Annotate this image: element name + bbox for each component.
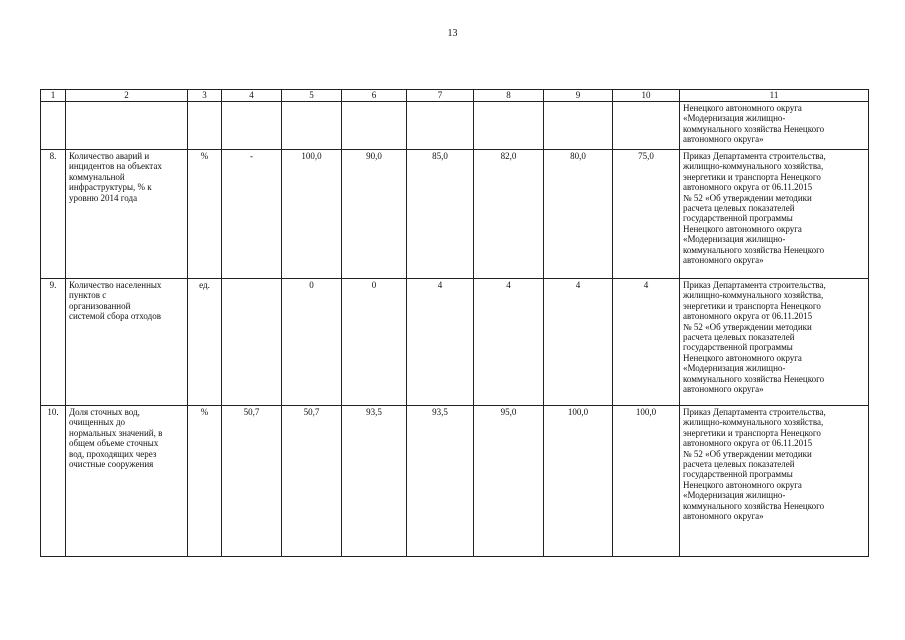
col-header-7: 7 (407, 90, 474, 102)
value-col-5: 100,0 (282, 150, 342, 279)
col-header-2: 2 (66, 90, 188, 102)
col-header-6: 6 (342, 90, 407, 102)
continuation-row (41, 102, 869, 150)
unit: % (188, 150, 222, 279)
value-col-7: 4 (407, 279, 474, 406)
value-col-8: 95,0 (474, 406, 544, 557)
unit: ед. (188, 279, 222, 406)
continuation-source: Ненецкого автономного округа «Модернизация жилищно- коммунального хозяйства Ненецкого автономного округа» (680, 102, 869, 150)
table-row (41, 150, 869, 279)
value-col-5: 0 (282, 279, 342, 406)
row-number: 8. (41, 150, 66, 279)
col-header-11: 11 (680, 90, 869, 102)
value-col-4: 50,7 (222, 406, 282, 557)
cell-empty (544, 102, 613, 150)
col-header-9: 9 (544, 90, 613, 102)
value-col-6: 93,5 (342, 406, 407, 557)
source-document: Приказ Департамента строительства, жилищно-коммунального хозяйства, энергетики и транспорта Ненецкого автономного округа от 06.11.2015 № 52 «Об утверждении методики расчета целевых показателей государственной программы Ненецкого автономного округа «Модернизация жилищно- коммунального хозяйства Ненецкого автономного округа» (680, 150, 869, 279)
value-col-8: 82,0 (474, 150, 544, 279)
source-document: Приказ Департамента строительства, жилищно-коммунального хозяйства, энергетики и транспорта Ненецкого автономного округа от 06.11.2015 № 52 «Об утверждении методики расчета целевых показателей государственной программы Ненецкого автономного округа «Модернизация жилищно- коммунального хозяйства Ненецкого автономного округа» (680, 279, 869, 406)
value-col-5: 50,7 (282, 406, 342, 557)
cell-empty (613, 102, 680, 150)
value-col-4: - (222, 150, 282, 279)
indicators-table (40, 89, 869, 557)
value-col-10: 75,0 (613, 150, 680, 279)
col-header-8: 8 (474, 90, 544, 102)
value-col-6: 90,0 (342, 150, 407, 279)
cell-empty (66, 102, 188, 150)
indicator-name: Доля сточных вод, очищенных до нормальных значений, в общем объеме сточных вод, проходящих через очистные сооружения (66, 406, 188, 557)
value-col-7: 85,0 (407, 150, 474, 279)
header-row (41, 90, 869, 102)
value-col-8: 4 (474, 279, 544, 406)
cell-empty (222, 102, 282, 150)
value-col-9: 100,0 (544, 406, 613, 557)
source-document: Приказ Департамента строительства, жилищно-коммунального хозяйства, энергетики и транспорта Ненецкого автономного округа от 06.11.2015 № 52 «Об утверждении методики расчета целевых показателей государственной программы Ненецкого автономного округа «Модернизация жилищно- коммунального хозяйства Ненецкого автономного округа» (680, 406, 869, 557)
value-col-9: 80,0 (544, 150, 613, 279)
indicator-name: Количество аварий и инцидентов на объектах коммунальной инфраструктуры, % к уровню 2014 года (66, 150, 188, 279)
value-col-4 (222, 279, 282, 406)
value-col-10: 4 (613, 279, 680, 406)
value-col-6: 0 (342, 279, 407, 406)
cell-empty (282, 102, 342, 150)
col-header-4: 4 (222, 90, 282, 102)
cell-empty (188, 102, 222, 150)
page-number: 13 (447, 28, 458, 39)
cell-empty (474, 102, 544, 150)
cell-empty (407, 102, 474, 150)
unit: % (188, 406, 222, 557)
table-row (41, 279, 869, 406)
cell-empty (41, 102, 66, 150)
col-header-10: 10 (613, 90, 680, 102)
indicator-name: Количество населенных пунктов с организованной системой сбора отходов (66, 279, 188, 406)
col-header-5: 5 (282, 90, 342, 102)
col-header-1: 1 (41, 90, 66, 102)
col-header-3: 3 (188, 90, 222, 102)
table-row (41, 406, 869, 557)
value-col-7: 93,5 (407, 406, 474, 557)
value-col-10: 100,0 (613, 406, 680, 557)
row-number: 9. (41, 279, 66, 406)
cell-empty (342, 102, 407, 150)
value-col-9: 4 (544, 279, 613, 406)
row-number: 10. (41, 406, 66, 557)
